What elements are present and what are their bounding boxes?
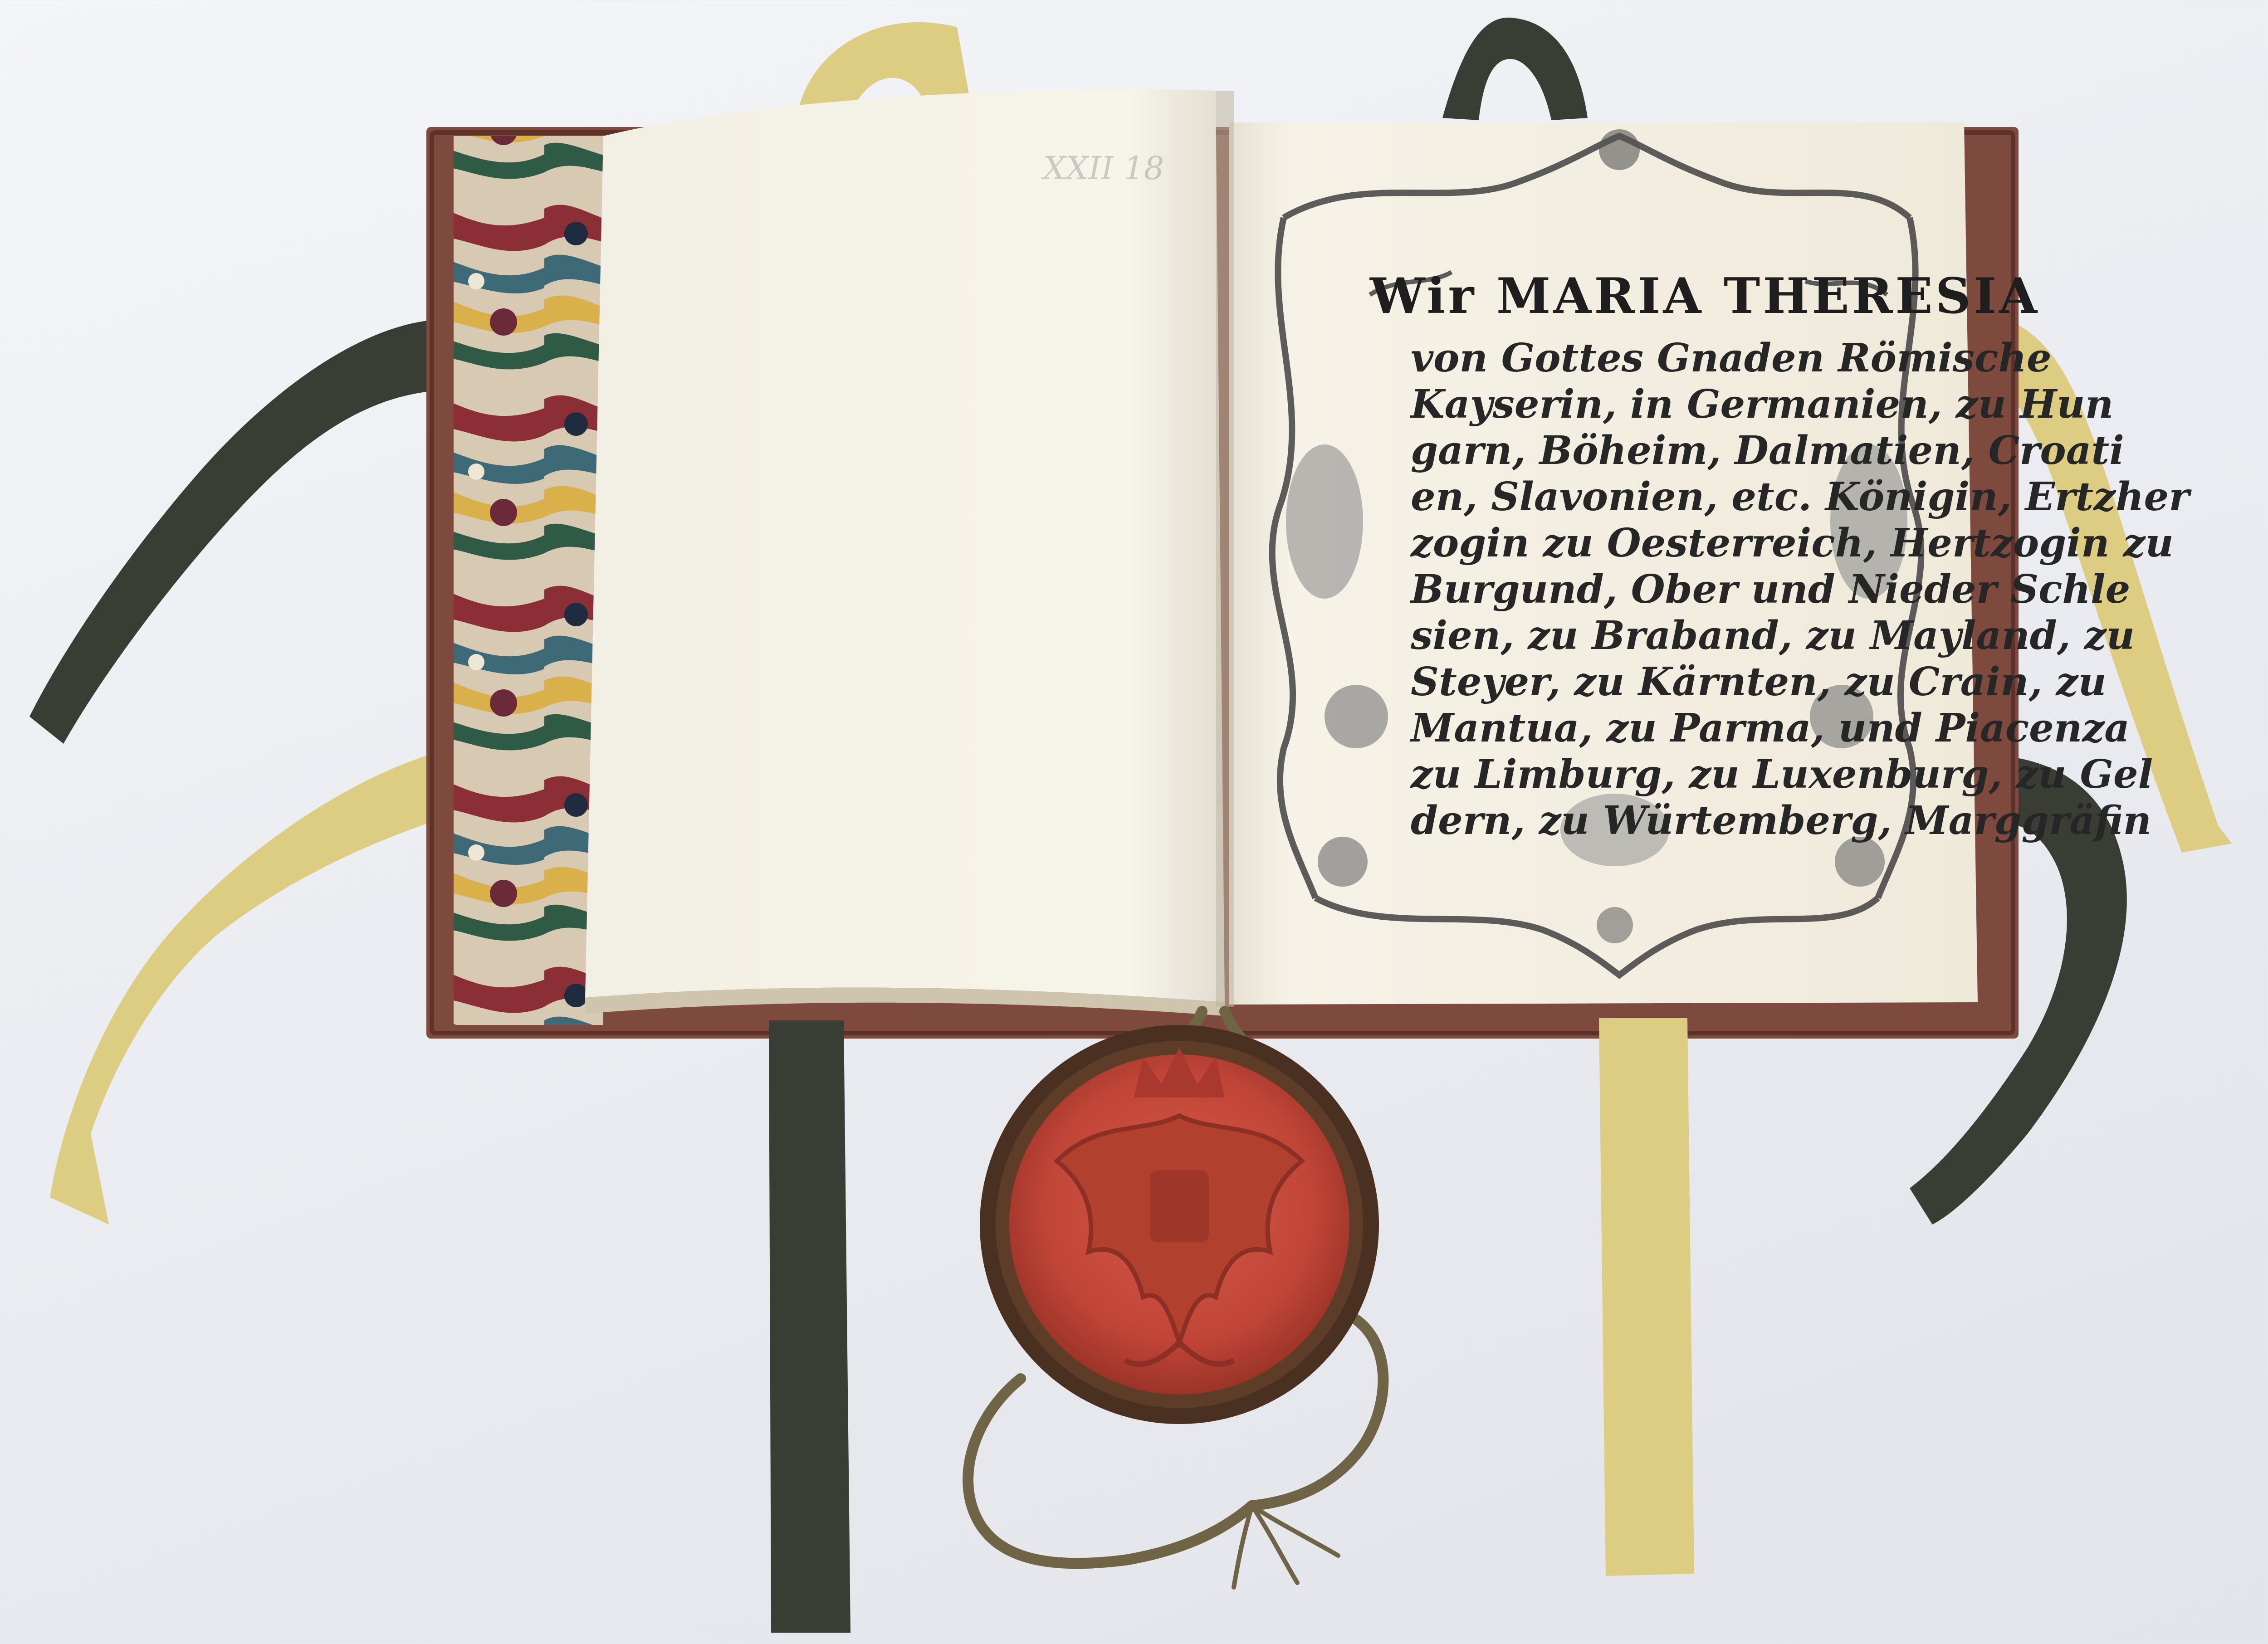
- ribbon-left-dark: [29, 320, 454, 744]
- ribbon-left-gold: [50, 753, 449, 1224]
- charter-title: Wir MARIA THERESIA: [1370, 268, 2040, 325]
- charter-line-8: Steyer, zu Kärnten, zu Crain, zu: [1411, 659, 2107, 705]
- charter-line-10: zu Limburg, zu Luxenburg, zu Gel: [1411, 751, 2153, 797]
- charter-line-2: Kayserin, in Germanien, zu Hun: [1411, 381, 2114, 427]
- ribbon-top-dark: [1442, 18, 1588, 120]
- charter-line-4: en, Slavonien, etc. Königin, Ertzher: [1411, 474, 2190, 520]
- marbled-endpaper: [454, 136, 603, 1025]
- wax-seal: [980, 1025, 1379, 1424]
- charter-line-3: garn, Böheim, Dalmatien, Croati: [1411, 428, 2124, 473]
- archive-mark: XXII 18: [1043, 150, 1164, 187]
- ribbon-bottom-gold: [1599, 1018, 1694, 1576]
- charter-line-5: zogin zu Oesterreich, Hertzogin zu: [1411, 520, 2174, 566]
- charter-line-1: von Gottes Gnaden Römische: [1411, 335, 2052, 381]
- charter-line-11: dern, zu Würtemberg, Marggräfin: [1411, 798, 2151, 844]
- charter-line-7: sien, zu Braband, zu Mayland, zu: [1411, 613, 2135, 659]
- ribbon-bottom-dark: [769, 1020, 850, 1633]
- charter-line-6: Burgund, Ober und Nieder Schle: [1411, 566, 2131, 612]
- charter-line-9: Mantua, zu Parma, und Piacenza: [1411, 705, 2130, 751]
- left-blank-page: [585, 90, 1225, 1002]
